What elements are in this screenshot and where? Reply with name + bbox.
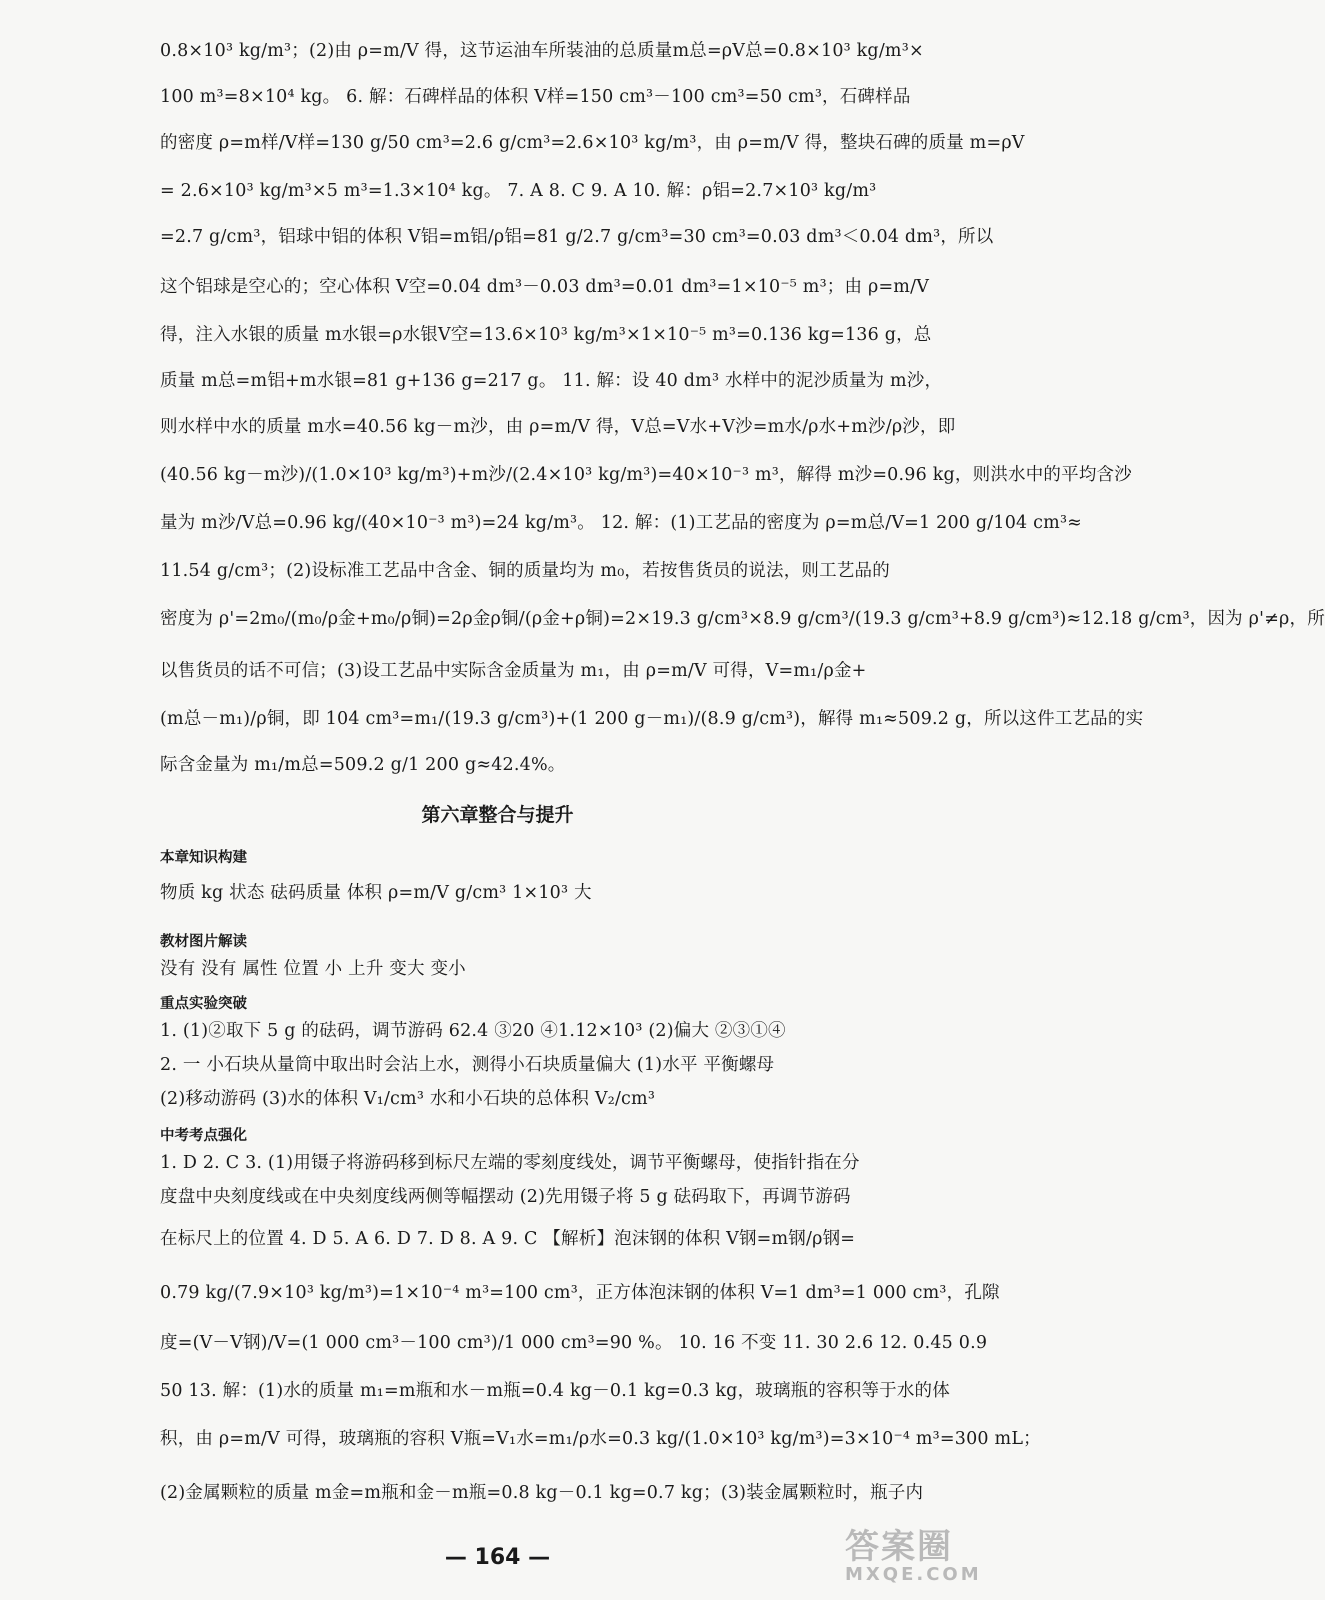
text-line: 0.79 kg/(7.9×10³ kg/m³)=1×10⁻⁴ m³=100 cm³，正方体泡沫钢的体积 V=1 dm³=1 000 cm³，孔隙 <box>160 1283 1000 1303</box>
text-line: (2)移动游码 (3)水的体积 V₁/cm³ 水和小石块的总体积 V₂/cm³ <box>160 1089 656 1109</box>
text-line: 在标尺上的位置 4. D 5. A 6. D 7. D 8. A 9. C 【解析】泡沫钢的体积 V钢=m钢/ρ钢= <box>160 1229 856 1249</box>
watermark-logo <box>845 1527 982 1585</box>
text-line: 则水样中水的质量 m水=40.56 kg－m沙，由 ρ=m/V 得，V总=V水+V沙=m水/ρ水+m沙/ρ沙，即 <box>160 417 956 437</box>
text-line: 度=(V－V钢)/V=(1 000 cm³－100 cm³)/1 000 cm³=90 %。 10. 16 不变 11. 30 2.6 12. 0.45 0.9 <box>160 1333 988 1353</box>
text-line: 没有 没有 属性 位置 小 上升 变大 变小 <box>160 959 466 979</box>
text-line: (m总－m₁)/ρ铜，即 104 cm³=m₁/(19.3 g/cm³)+(1 200 g－m₁)/(8.9 g/cm³)，解得 m₁≈509.2 g，所以这件工艺品的实 <box>160 709 1144 729</box>
page-number: — 164 — <box>444 1545 551 1570</box>
watermark-bottom: MXQE.COM <box>845 1564 982 1585</box>
chapter-title: 第六章整合与提升 <box>421 804 574 826</box>
text-line: 质量 m总=m铝+m水银=81 g+136 g=217 g。 11. 解：设 40 dm³ 水样中的泥沙质量为 m沙， <box>160 371 943 391</box>
text-line: (40.56 kg－m沙)/(1.0×10³ kg/m³)+m沙/(2.4×10³ kg/m³)=40×10⁻³ m³，解得 m沙=0.96 kg，则洪水中的平均含沙 <box>160 465 1132 485</box>
text-line: 2. 一 小石块从量筒中取出时会沾上水，测得小石块质量偏大 (1)水平 平衡螺母 <box>160 1055 775 1075</box>
section-heading: 本章知识构建 <box>160 850 247 866</box>
text-line: =2.7 g/cm³，铝球中铝的体积 V铝=m铝/ρ铝=81 g/2.7 g/cm³=30 cm³=0.03 dm³＜0.04 dm³，所以 <box>160 227 994 247</box>
text-line: 物质 kg 状态 砝码质量 体积 ρ=m/V g/cm³ 1×10³ 大 <box>160 883 592 903</box>
text-line: = 2.6×10³ kg/m³×5 m³=1.3×10⁴ kg。 7. A 8. C 9. A 10. 解：ρ铝=2.7×10³ kg/m³ <box>160 181 877 201</box>
text-line: (2)金属颗粒的质量 m金=m瓶和金－m瓶=0.8 kg－0.1 kg=0.7 kg；(3)装金属颗粒时，瓶子内 <box>160 1483 924 1503</box>
text-line: 50 13. 解：(1)水的质量 m₁=m瓶和水－m瓶=0.4 kg－0.1 kg=0.3 kg，玻璃瓶的容积等于水的体 <box>160 1381 950 1401</box>
section-heading: 中考考点强化 <box>160 1128 247 1144</box>
text-line: 的密度 ρ=m样/V样=130 g/50 cm³=2.6 g/cm³=2.6×10³ kg/m³，由 ρ=m/V 得，整块石碑的质量 m=ρV <box>160 133 1025 153</box>
text-line: 100 m³=8×10⁴ kg。 6. 解：石碑样品的体积 V样=150 cm³－100 cm³=50 cm³，石碑样品 <box>160 87 911 107</box>
section-heading: 教材图片解读 <box>160 934 247 950</box>
text-line: 际含金量为 m₁/m总=509.2 g/1 200 g≈42.4%。 <box>160 755 566 775</box>
watermark-top: 答案圈 <box>845 1527 953 1567</box>
text-line: 密度为 ρ'=2m₀/(m₀/ρ金+m₀/ρ铜)=2ρ金ρ铜/(ρ金+ρ铜)=2×19.3 g/cm³×8.9 g/cm³/(19.3 g/cm³+8.9 g/cm³)≈12.18 g/cm³，因为 ρ'≠ρ，所 <box>160 609 1325 629</box>
text-line: 量为 m沙/V总=0.96 kg/(40×10⁻³ m³)=24 kg/m³。 12. 解：(1)工艺品的密度为 ρ=m总/V=1 200 g/104 cm³≈ <box>160 513 1083 533</box>
text-line: 这个铝球是空心的；空心体积 V空=0.04 dm³－0.03 dm³=0.01 dm³=1×10⁻⁵ m³；由 ρ=m/V <box>160 277 930 297</box>
text-line: 得，注入水银的质量 m水银=ρ水银V空=13.6×10³ kg/m³×1×10⁻⁵ m³=0.136 kg=136 g，总 <box>160 325 932 345</box>
text-line: 度盘中央刻度线或在中央刻度线两侧等幅摆动 (2)先用镊子将 5 g 砝码取下，再调节游码 <box>160 1187 851 1207</box>
text-line: 0.8×10³ kg/m³；(2)由 ρ=m/V 得，这节运油车所装油的总质量m总=ρV总=0.8×10³ kg/m³× <box>160 41 924 61</box>
text-line: 以售货员的话不可信；(3)设工艺品中实际含金质量为 m₁，由 ρ=m/V 可得，V=m₁/ρ金+ <box>160 661 867 681</box>
text-line: 1. D 2. C 3. (1)用镊子将游码移到标尺左端的零刻度线处，调节平衡螺母，使指针指在分 <box>160 1153 860 1173</box>
text-line: 1. (1)②取下 5 g 的砝码，调节游码 62.4 ③20 ④1.12×10³ (2)偏大 ②③①④ <box>160 1021 786 1041</box>
text-line: 11.54 g/cm³；(2)设标准工艺品中含金、铜的质量均为 m₀，若按售货员的说法，则工艺品的 <box>160 561 890 581</box>
text-line: 积，由 ρ=m/V 可得，玻璃瓶的容积 V瓶=V₁水=m₁/ρ水=0.3 kg/(1.0×10³ kg/m³)=3×10⁻⁴ m³=300 mL； <box>160 1429 1041 1449</box>
section-heading: 重点实验突破 <box>160 996 247 1012</box>
